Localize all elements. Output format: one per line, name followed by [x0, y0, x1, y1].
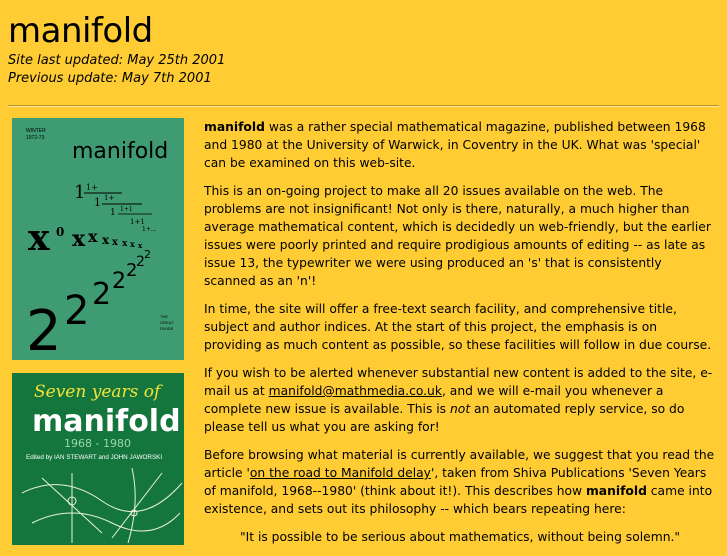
main-content — [204, 118, 716, 556]
svg-text:2: 2 — [126, 260, 138, 281]
svg-text:2: 2 — [112, 269, 126, 294]
svg-text:2: 2 — [26, 299, 62, 360]
browse-paragraph — [204, 446, 716, 518]
cover-years-text: 1968 - 1980 — [64, 437, 131, 450]
svg-text:2: 2 — [144, 248, 151, 261]
svg-text:1: 1 — [110, 208, 116, 218]
svg-text:1+: 1+ — [86, 183, 98, 192]
svg-text:1+: 1+ — [104, 194, 115, 202]
site-header — [8, 10, 225, 88]
svg-text:x: x — [88, 227, 98, 246]
intro-text: was a rather special mathematical magazine, published between 1968 and 1980 at the University of Warwick, in Coventry in the UK. What was 'special' can be examined on this web-site. — [204, 120, 706, 170]
article-link[interactable]: on the road to Manifold delay — [249, 466, 431, 480]
brand-name: manifold — [585, 484, 647, 498]
two-tower-graphic — [26, 248, 151, 360]
svg-text:x: x — [102, 233, 110, 247]
cover-art-great-divide — [12, 118, 184, 360]
alert-text-b: , and we will e-mail you whenever a complete new issue is available. This is — [204, 384, 664, 416]
cover-art-seven-years — [12, 373, 184, 545]
page-title: manifold — [8, 11, 153, 51]
cover-season-text: WINTER 1972-73 — [26, 128, 46, 141]
alert-paragraph — [204, 364, 716, 436]
browse-text-a: Before browsing what material is currently available, we suggest that you read the article ' — [204, 448, 715, 480]
svg-text:2: 2 — [64, 288, 90, 334]
emphasis-not: not — [450, 402, 471, 416]
svg-text:2: 2 — [92, 277, 112, 312]
svg-text:2: 2 — [136, 254, 145, 270]
horizontal-divider — [8, 105, 719, 107]
philosophy-quote: "It is possible to be serious about mathematics, without being solemn." — [239, 530, 681, 544]
svg-text:1+...: 1+... — [142, 226, 157, 233]
cover-script-title: Seven years of — [34, 382, 161, 402]
svg-text:x: x — [28, 217, 50, 259]
svg-text:1: 1 — [74, 182, 86, 203]
cover-title-text: manifold — [72, 139, 169, 164]
svg-text:x: x — [72, 226, 86, 252]
intro-paragraph — [204, 118, 716, 172]
browse-text-c: came into existence, and sets out its philosophy -- which bears repeating here: — [204, 484, 713, 516]
cover-image-winter-1972 — [12, 118, 184, 360]
previous-update-text: Previous update: May 7th 2001 — [8, 71, 212, 86]
svg-text:0: 0 — [56, 225, 65, 239]
search-paragraph: In time, the site will offer a free-text search facility, and comprehensive title, subject and author indices. At the start of this project, the emphasis is on providing as much content as possible, so these facilities will follow in due course. — [204, 302, 712, 352]
cover-line-drawing — [22, 468, 182, 543]
svg-text:1+1: 1+1 — [130, 218, 145, 226]
power-tower-graphic — [28, 217, 143, 259]
browse-text-b: ', taken from Shiva Publications 'Seven Years of manifold, 1968--1980' (think about it!). This describes how — [204, 466, 707, 498]
cover-caption-text: THE GREAT DIVIDE — [160, 314, 174, 331]
alert-text-a: If you wish to be alerted whenever substantial new content is added to the site, e-mail us at — [204, 366, 713, 398]
svg-text:x: x — [130, 239, 135, 249]
cover-title-text: manifold — [32, 404, 181, 439]
svg-text:x: x — [138, 241, 143, 250]
cover-editors-text: Edited by IAN STEWART and JOHN JAWORSKI — [26, 454, 163, 461]
svg-text:x: x — [112, 237, 118, 248]
alert-text-c: an automated reply service, so do please tell us what you are asking for! — [204, 402, 685, 434]
svg-text:1: 1 — [94, 196, 101, 209]
cover-image-seven-years — [12, 373, 184, 545]
email-link[interactable]: manifold@mathmedia.co.uk — [268, 384, 442, 398]
svg-text:x: x — [122, 239, 128, 249]
svg-text:1+1: 1+1 — [120, 206, 133, 213]
brand-name: manifold — [204, 120, 265, 134]
project-paragraph: This is an on-going project to make all 20 issues available on the web. The problems are not insignificant! Not only is there, naturally, a much higher than average mathematical content, which is decidedly un web-friendly, but the earlier issues were poorly printed and require prodigious amounts of editing -- as late as issue 13, the typewriter we were using produced an 's' that is consistently scanned as an 'n'! — [204, 184, 711, 288]
continued-fraction-graphic — [74, 182, 157, 233]
last-updated-text: Site last updated: May 25th 2001 — [8, 53, 226, 68]
